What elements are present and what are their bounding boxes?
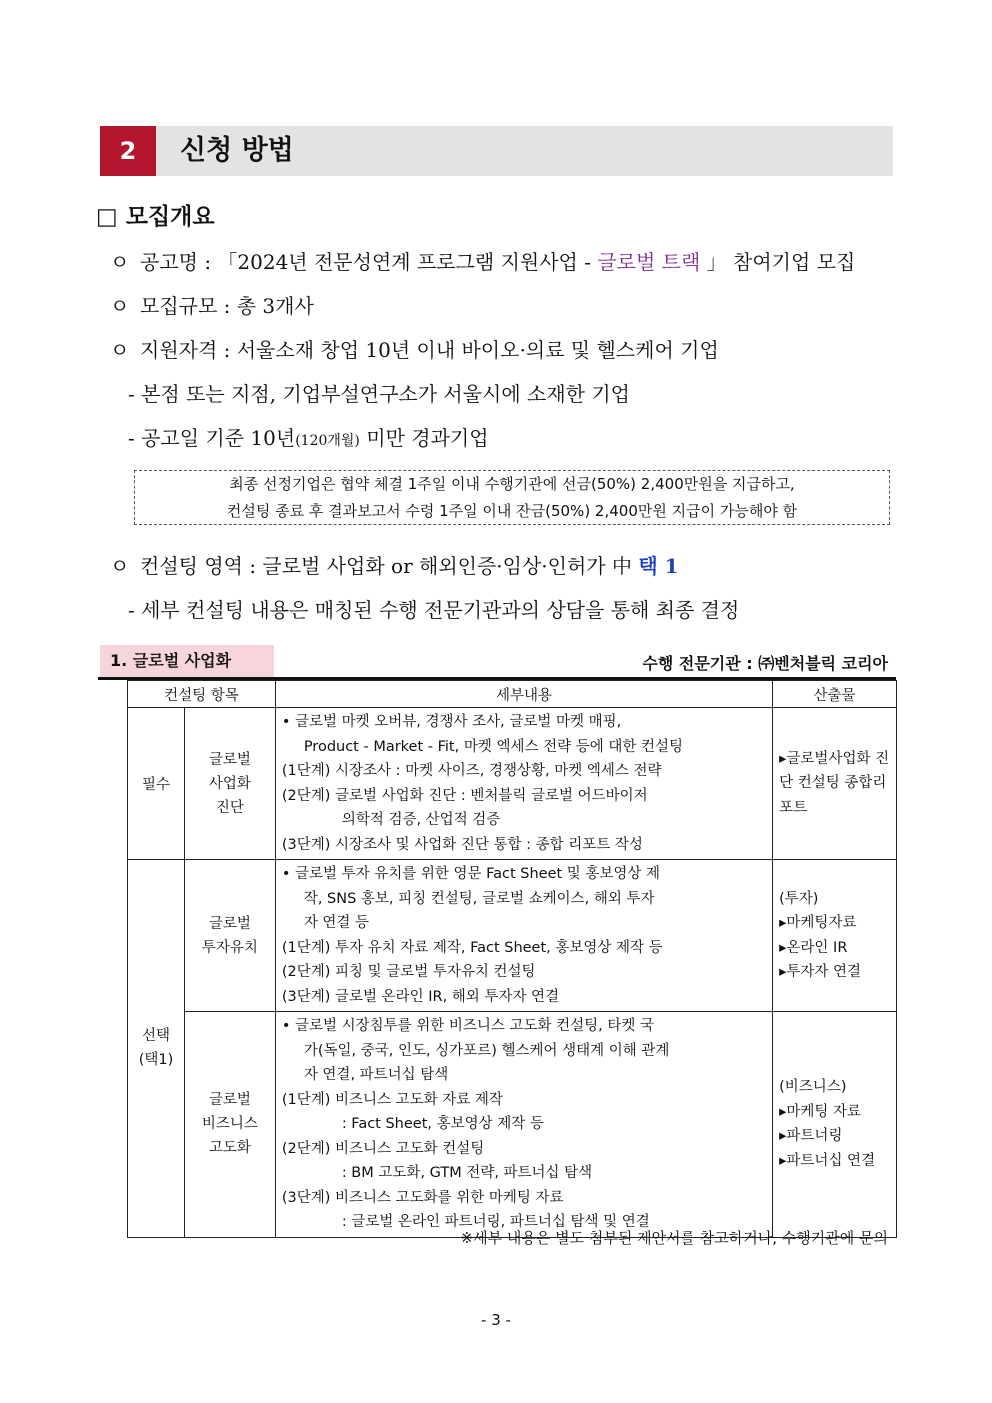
bullet-consulting: ㅇ 컨설팅 영역 : 글로벌 사업화 or 해외인증·임상·인허가 中 택 1 <box>110 550 679 579</box>
item-investment: 글로벌 투자유치 <box>184 860 275 1012</box>
table-header-row <box>128 681 897 708</box>
table-row <box>128 708 897 860</box>
notice-line: 컨설팅 종료 후 결과보고서 수령 1주일 이내 잔금(50%) 2,400만원 지급이 가능해야 함 <box>226 502 798 520</box>
section-title: 신청 방법 <box>180 135 294 166</box>
group-optional: 선택 (택1) <box>128 860 185 1238</box>
eligibility-sub-2: - 공고일 기준 10년(120개월) 미만 경과기업 <box>128 426 489 450</box>
detail-investment: • 글로벌 투자 유치를 위한 영문 Fact Sheet 및 홍보영상 제 작, SNS 홍보, 피칭 컨설팅, 글로벌 쇼케이스, 해외 투자 자 연결 등 (1단계) 투자 유치 자료 제작, Fact Sheet, 홍보영상 제작 등 (2단계) 피칭 및 글로벌 투자유치 컨설팅 (3단계) 글로벌 온라인 IR, 해외 투자자 연결 <box>275 860 772 1012</box>
item-business: 글로벌 비즈니스 고도화 <box>184 1012 275 1238</box>
output-business: (비즈니스) ▸마케팅 자료 ▸파트너링 ▸파트너십 연결 <box>773 1012 897 1238</box>
header-item: 컨설팅 항목 <box>128 681 276 708</box>
section-header <box>100 126 893 176</box>
header-detail: 세부내용 <box>275 681 772 708</box>
choose-one-highlight: 택 1 <box>638 554 679 578</box>
notice-line: 최종 선정기업은 협약 체결 1주일 이내 수행기관에 선금(50%) 2,400만원을 지급하고, <box>229 475 795 493</box>
item-diagnosis: 글로벌 사업화 진단 <box>184 708 275 860</box>
subsection-heading: □ 모집개요 <box>96 204 215 230</box>
group-required: 필수 <box>128 708 185 860</box>
bullet-eligibility: ㅇ 지원자격 : 서울소재 창업 10년 이내 바이오·의료 및 헬스케어 기업 <box>110 334 719 363</box>
eligibility-sub-1: - 본점 또는 지점, 기업부설연구소가 서울시에 소재한 기업 <box>128 382 630 406</box>
detail-business: • 글로벌 시장침투를 위한 비즈니스 고도화 컨설팅, 타켓 국 가(독일, 중국, 인도, 싱가포르) 헬스케어 생태계 이해 관계 자 연결, 파트너십 탐색 (1단계) 비즈니스 고도화 자료 제작 : Fact Sheet, 홍보영상 제작 등 (2단계) 비즈니스 고도화 컨설팅 : BM 고도화, GTM 전략, 파트너십 탐색 (3단계) 비즈니스 고도화를 위한 마케팅 자료 : 글로벌 온라인 파트너링, 파트너십 탐색 및 연결 <box>275 1012 772 1238</box>
section-number: 2 <box>100 126 156 176</box>
agency-label: 수행 전문기관 : ㈜벤처블릭 코리아 <box>642 654 888 673</box>
page-number: - 3 - <box>481 1311 511 1329</box>
bullet-marker: ㅇ <box>110 294 130 318</box>
category-label: 1. 글로벌 사업화 <box>100 645 274 677</box>
header-output: 산출물 <box>773 681 897 708</box>
notice-box <box>134 470 890 525</box>
output-investment: (투자) ▸마케팅자료 ▸온라인 IR ▸투자자 연결 <box>773 860 897 1012</box>
footnote: ※세부 내용은 별도 첨부된 제안서를 참고하거나, 수행기관에 문의 <box>460 1229 888 1247</box>
consulting-sub: - 세부 컨설팅 내용은 매칭된 수행 전문기관과의 상담을 통해 최종 결정 <box>128 598 740 622</box>
bullet-marker: ㅇ <box>110 554 130 578</box>
table-row <box>128 860 897 1012</box>
bullet-scale: ㅇ 모집규모 : 총 3개사 <box>110 290 314 319</box>
bullet-title: ㅇ 공고명 : 「2024년 전문성연계 프로그램 지원사업 - 글로벌 트랙 」 참여기업 모집 <box>110 246 855 275</box>
output-diagnosis: ▸글로벌사업화 진단 컨설팅 종합리포트 <box>773 708 897 860</box>
table-row <box>128 1012 897 1238</box>
bullet-marker: ㅇ <box>110 250 130 274</box>
detail-diagnosis: • 글로벌 마켓 오버뷰, 경쟁사 조사, 글로벌 마켓 매핑, Product - Market - Fit, 마켓 엑세스 전략 등에 대한 컨설팅 (1단계) 시장조사 : 마켓 사이즈, 경쟁상황, 마켓 엑세스 전략 (2단계) 글로벌 사업화 진단 : 벤처블릭 글로벌 어드바이저 의학적 검증, 산업적 검증 (3단계) 시장조사 및 사업화 진단 통합 : 종합 리포트 작성 <box>275 708 772 860</box>
consulting-table <box>127 680 897 1238</box>
track-highlight: 글로벌 트랙 <box>597 250 701 274</box>
bullet-marker: ㅇ <box>110 338 130 362</box>
